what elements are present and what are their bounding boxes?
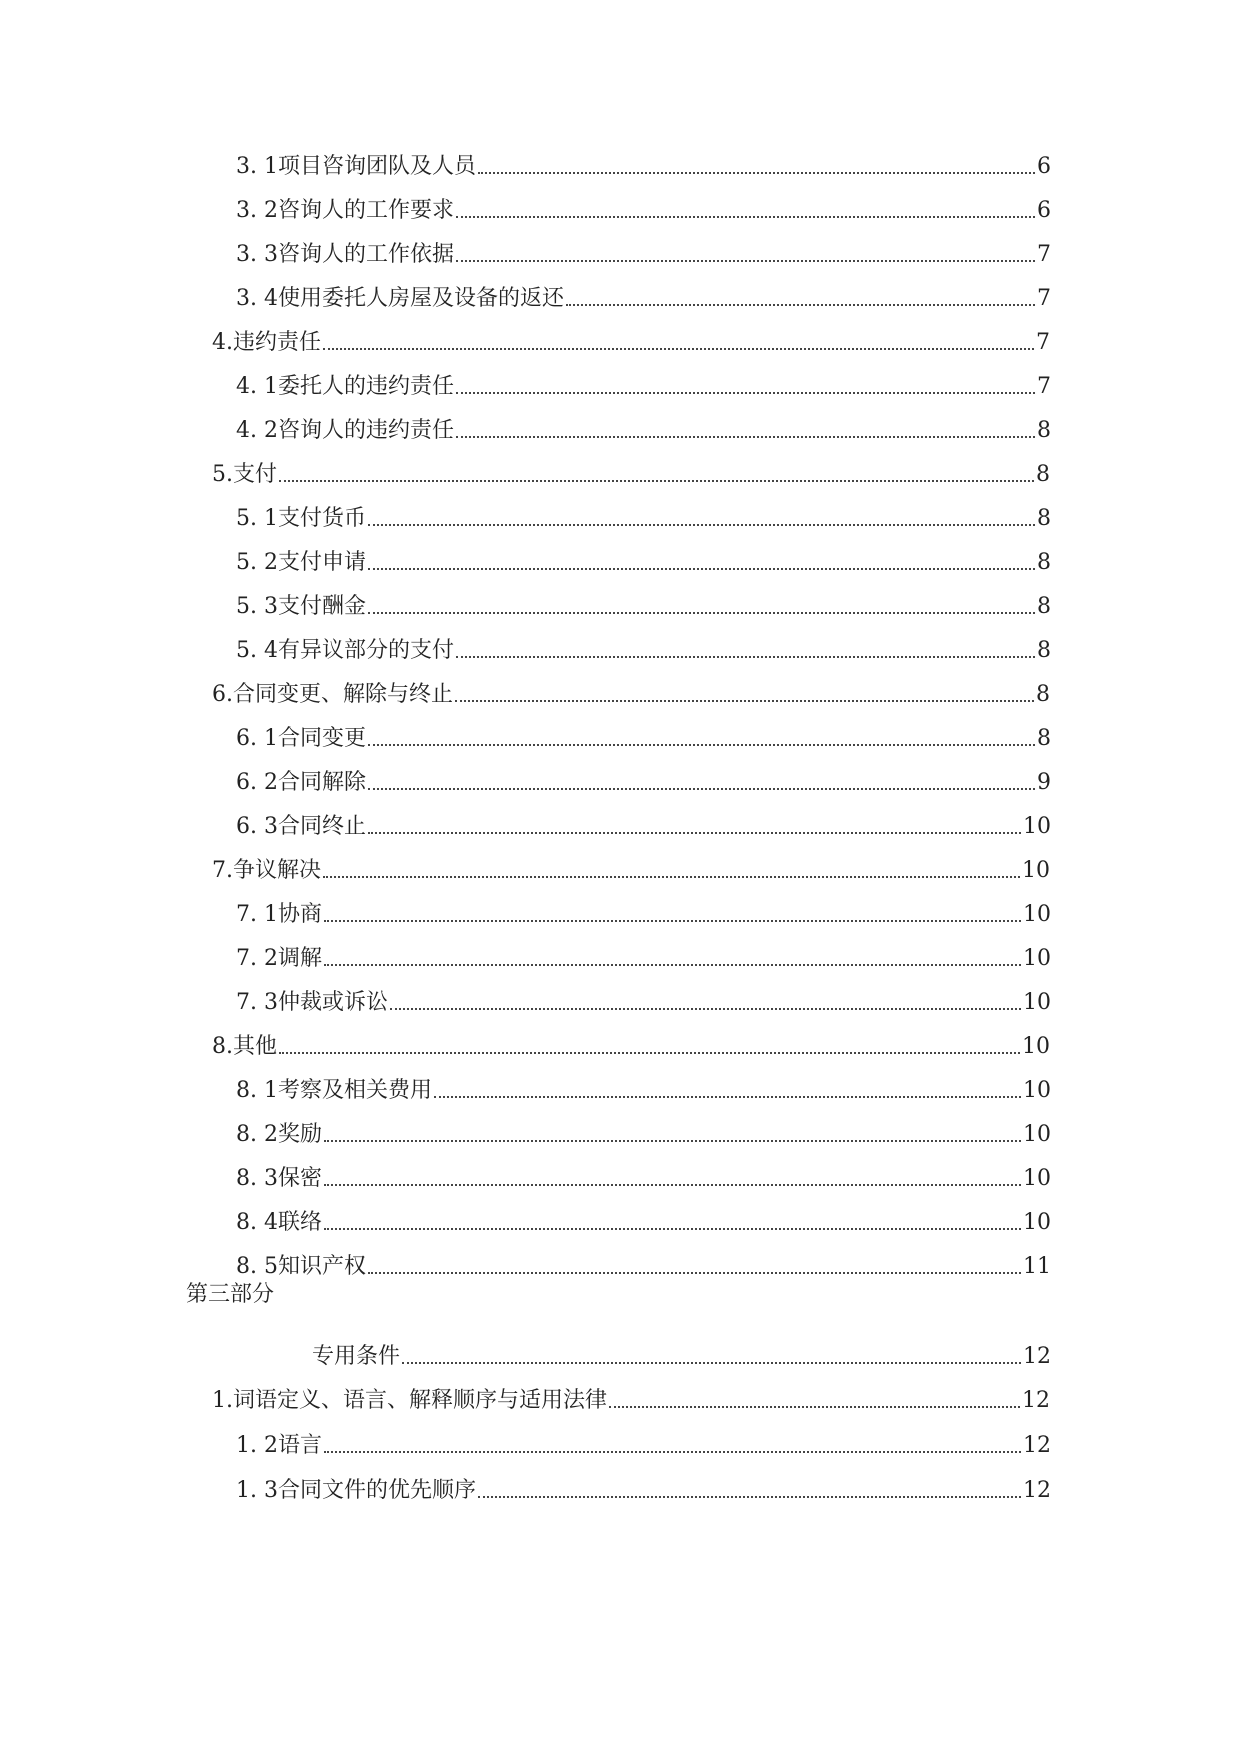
- toc-entry-number: 3. 4: [236, 286, 278, 311]
- toc-entry-title: 词语定义、语言、解释顺序与适用法律: [233, 1388, 608, 1413]
- toc-entry-number: 5.: [212, 462, 233, 487]
- toc-entry-title: 争议解决: [233, 858, 322, 883]
- toc-entry-page: 10: [1023, 1122, 1051, 1147]
- toc-entry[interactable]: [236, 404, 1051, 444]
- toc-dot-leader: [368, 568, 1035, 570]
- toc-dot-leader: [323, 876, 1020, 878]
- toc-entry-number: 8. 5: [236, 1254, 278, 1279]
- toc-dot-leader: [368, 612, 1035, 614]
- toc-entry-title: 支付货币: [277, 506, 366, 531]
- toc-entry[interactable]: [236, 712, 1051, 752]
- toc-entry-page: 6: [1037, 154, 1051, 179]
- toc-entry-number: 5. 1: [236, 506, 278, 531]
- toc-dot-leader: [390, 1008, 1021, 1010]
- toc-dot-leader: [324, 920, 1021, 922]
- toc-dot-leader: [324, 1184, 1021, 1186]
- toc-dot-leader: [456, 216, 1035, 218]
- toc-entry[interactable]: [236, 184, 1051, 224]
- toc-chapter-entry[interactable]: [212, 1374, 1050, 1414]
- toc-dot-leader: [609, 1406, 1020, 1408]
- toc-entry-page: 9: [1037, 770, 1051, 795]
- toc-entry-page: 7: [1036, 330, 1050, 355]
- toc-entry-number: 1. 2: [236, 1433, 278, 1458]
- toc-entry-page: 10: [1023, 1166, 1051, 1191]
- toc-entry-number: 1. 3: [236, 1478, 278, 1503]
- toc-entry-page: 12: [1023, 1344, 1051, 1369]
- toc-chapter-entry[interactable]: [212, 316, 1050, 356]
- toc-entry-number: 3. 3: [236, 242, 278, 267]
- toc-entry-number: 8. 1: [236, 1078, 278, 1103]
- toc-entry-page: 8: [1037, 550, 1051, 575]
- toc-entry-title: 咨询人的工作依据: [277, 242, 454, 267]
- toc-dot-leader: [368, 524, 1035, 526]
- toc-entry-number: 6. 2: [236, 770, 278, 795]
- toc-entry-page: 10: [1022, 858, 1050, 883]
- toc-entry-page: 8: [1037, 418, 1051, 443]
- toc-dot-leader: [324, 964, 1021, 966]
- toc-entry-number: 6. 1: [236, 726, 278, 751]
- toc-entry-page: 10: [1023, 814, 1051, 839]
- toc-dot-leader: [324, 1451, 1021, 1453]
- toc-entry-page: 10: [1023, 902, 1051, 927]
- toc-entry-title: 使用委托人房屋及设备的返还: [277, 286, 564, 311]
- toc-entry[interactable]: [236, 624, 1051, 664]
- toc-entry-title: 支付酬金: [277, 594, 366, 619]
- toc-entry-title: 保密: [277, 1166, 322, 1191]
- toc-entry[interactable]: [236, 800, 1051, 840]
- toc-entry-number: 6.: [212, 682, 233, 707]
- toc-dot-leader: [434, 1096, 1021, 1098]
- toc-entry-number: 5. 4: [236, 638, 278, 663]
- toc-entry-page: 12: [1023, 1478, 1051, 1503]
- toc-entry-number: 6. 3: [236, 814, 278, 839]
- toc-entry-page: 6: [1037, 198, 1051, 223]
- toc-entry-title: 合同终止: [277, 814, 366, 839]
- toc-entry-title: 专用条件: [312, 1344, 401, 1369]
- toc-entry-number: 1.: [212, 1388, 233, 1413]
- toc-dot-leader: [279, 480, 1034, 482]
- toc-dot-leader: [456, 392, 1035, 394]
- toc-entry-number: 3. 2: [236, 198, 278, 223]
- toc-entry-number: 5. 2: [236, 550, 278, 575]
- toc-entry-page: 12: [1023, 1433, 1051, 1458]
- toc-entry-page: 7: [1037, 374, 1051, 399]
- toc-entry-title: 协商: [277, 902, 322, 927]
- part-heading: 第三部分: [186, 1282, 275, 1307]
- toc-entry[interactable]: [236, 756, 1051, 796]
- toc-entry[interactable]: [236, 932, 1051, 972]
- toc-entry-title: 其他: [233, 1034, 278, 1059]
- toc-entry-page: 8: [1037, 726, 1051, 751]
- toc-dot-leader: [368, 1272, 1021, 1274]
- toc-entry-number: 4. 1: [236, 374, 278, 399]
- toc-entry-page: 7: [1037, 286, 1051, 311]
- toc-entry[interactable]: [236, 228, 1051, 268]
- toc-chapter-entry[interactable]: [212, 668, 1050, 708]
- toc-dot-leader: [566, 304, 1035, 306]
- toc-entry[interactable]: [236, 888, 1051, 928]
- toc-entry[interactable]: [236, 536, 1051, 576]
- toc-entry[interactable]: [236, 492, 1051, 532]
- toc-entry-title: 考察及相关费用: [277, 1078, 432, 1103]
- toc-entry-title: 合同变更: [277, 726, 366, 751]
- toc-entry-page: 8: [1036, 462, 1050, 487]
- toc-dot-leader: [324, 1228, 1021, 1230]
- toc-entry-number: 7. 2: [236, 946, 278, 971]
- toc-entry-page: 8: [1036, 682, 1050, 707]
- toc-entry-title: 合同文件的优先顺序: [277, 1478, 476, 1503]
- toc-dot-leader: [478, 172, 1035, 174]
- toc-entry-title: 委托人的违约责任: [277, 374, 454, 399]
- toc-dot-leader: [456, 656, 1035, 658]
- toc-dot-leader: [456, 260, 1035, 262]
- toc-entry-page: 12: [1022, 1388, 1050, 1413]
- toc-dot-leader: [368, 832, 1021, 834]
- toc-entry-title: 奖励: [277, 1122, 322, 1147]
- toc-entry-number: 7.: [212, 858, 233, 883]
- toc-entry-page: 8: [1037, 506, 1051, 531]
- toc-dot-leader: [478, 1496, 1021, 1498]
- toc-part-entry[interactable]: [312, 1330, 1051, 1370]
- toc-entry-number: 4. 2: [236, 418, 278, 443]
- toc-entry-number: 8.: [212, 1034, 233, 1059]
- toc-entry-number: 7. 3: [236, 990, 278, 1015]
- toc-entry[interactable]: [236, 1152, 1051, 1192]
- toc-entry[interactable]: [236, 1196, 1051, 1236]
- toc-entry-title: 语言: [277, 1433, 322, 1458]
- toc-entry-title: 合同解除: [277, 770, 366, 795]
- toc-entry-title: 合同变更、解除与终止: [233, 682, 454, 707]
- toc-entry[interactable]: [236, 1240, 1051, 1280]
- toc-entry[interactable]: [236, 1108, 1051, 1148]
- toc-entry-page: 8: [1037, 594, 1051, 619]
- toc-dot-leader: [402, 1362, 1021, 1364]
- toc-entry-title: 违约责任: [233, 330, 322, 355]
- toc-entry-page: 8: [1037, 638, 1051, 663]
- toc-entry-number: 8. 3: [236, 1166, 278, 1191]
- toc-chapter-entry[interactable]: [212, 1020, 1050, 1060]
- toc-dot-leader: [368, 744, 1035, 746]
- toc-entry-title: 联络: [277, 1210, 322, 1235]
- toc-dot-leader: [324, 1140, 1021, 1142]
- toc-entry-title: 支付申请: [277, 550, 366, 575]
- toc-entry[interactable]: [236, 1464, 1051, 1504]
- toc-entry-title: 项目咨询团队及人员: [277, 154, 476, 179]
- toc-entry-number: 4.: [212, 330, 233, 355]
- toc-entry-title: 支付: [233, 462, 278, 487]
- toc-entry[interactable]: [236, 272, 1051, 312]
- toc-entry-title: 调解: [277, 946, 322, 971]
- toc-dot-leader: [279, 1052, 1020, 1054]
- toc-entry[interactable]: [236, 1419, 1051, 1459]
- toc-entry-number: 7. 1: [236, 902, 278, 927]
- toc-entry-title: 咨询人的工作要求: [277, 198, 454, 223]
- toc-entry[interactable]: [236, 140, 1051, 180]
- toc-entry-title: 仲裁或诉讼: [277, 990, 388, 1015]
- toc-dot-leader: [456, 436, 1035, 438]
- toc-entry-page: 11: [1023, 1254, 1051, 1279]
- toc-dot-leader: [368, 788, 1035, 790]
- toc-dot-leader: [455, 700, 1034, 702]
- toc-entry[interactable]: [236, 1064, 1051, 1104]
- toc-entry-title: 知识产权: [277, 1254, 366, 1279]
- toc-entry-page: 10: [1023, 1078, 1051, 1103]
- toc-entry[interactable]: [236, 976, 1051, 1016]
- toc-chapter-entry[interactable]: [212, 844, 1050, 884]
- toc-entry-number: 5. 3: [236, 594, 278, 619]
- toc-entry-number: 8. 4: [236, 1210, 278, 1235]
- toc-entry-page: 10: [1023, 1210, 1051, 1235]
- toc-entry-number: 3. 1: [236, 154, 278, 179]
- toc-entry[interactable]: [236, 580, 1051, 620]
- toc-entry-page: 7: [1037, 242, 1051, 267]
- toc-entry-page: 10: [1023, 946, 1051, 971]
- toc-dot-leader: [323, 348, 1034, 350]
- toc-entry-page: 10: [1022, 1034, 1050, 1059]
- toc-entry-title: 咨询人的违约责任: [277, 418, 454, 443]
- toc-chapter-entry[interactable]: [212, 448, 1050, 488]
- toc-entry-page: 10: [1023, 990, 1051, 1015]
- toc-entry-title: 有异议部分的支付: [277, 638, 454, 663]
- toc-entry[interactable]: [236, 360, 1051, 400]
- toc-entry-number: 8. 2: [236, 1122, 278, 1147]
